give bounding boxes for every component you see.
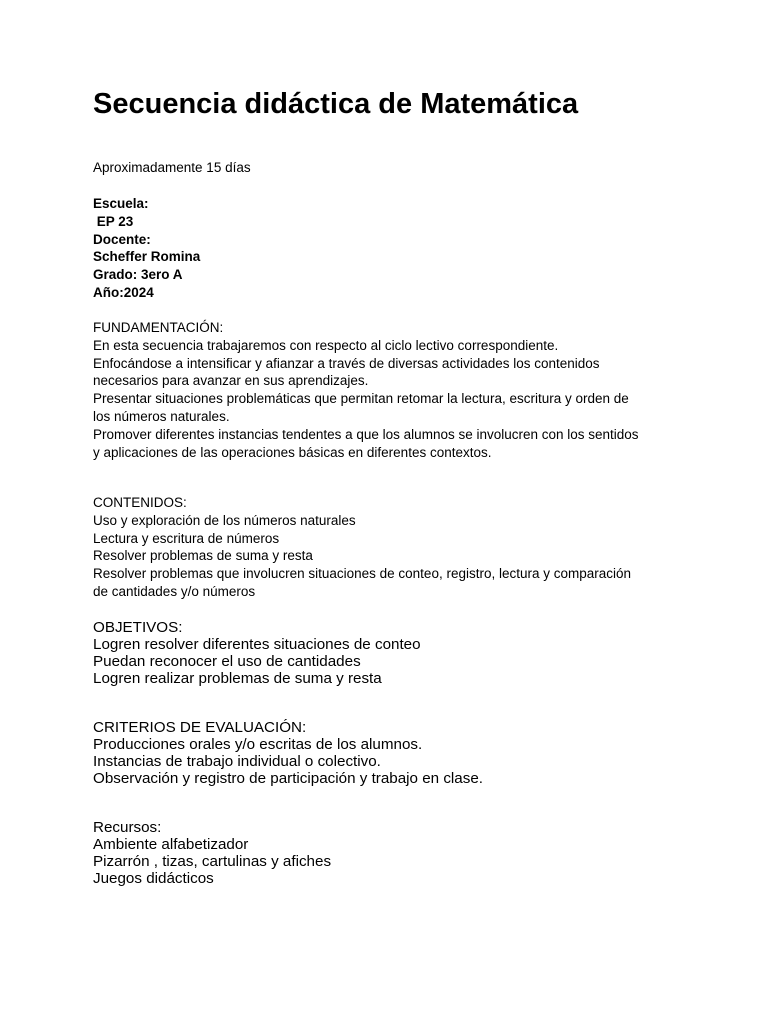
paragraph-line: Presentar situaciones problemáticas que permitan retomar la lectura, escritura y orden de — [93, 391, 629, 407]
criterios-section — [93, 720, 683, 788]
list-item: Lectura y escritura de números — [93, 530, 280, 546]
duration-text: Aproximadamente 15 días — [93, 160, 251, 175]
list-item: Observación y registro de participación y trabajo en clase. — [93, 769, 484, 787]
school-label: Escuela: — [93, 196, 149, 211]
section-heading: FUNDAMENTACIÓN: — [93, 320, 224, 335]
list-item: Ambiente alfabetizador — [93, 835, 249, 853]
contenidos-section — [93, 494, 683, 601]
list-item: Uso y exploración de los números naturales — [93, 512, 356, 528]
list-item: Puedan reconocer el uso de cantidades — [93, 652, 361, 670]
list-item: Juegos didácticos — [93, 869, 214, 887]
paragraph-line: Enfocándose a intensificar y afianzar a través de diversas actividades los contenidos — [93, 355, 600, 371]
school-value: EP 23 — [93, 213, 134, 229]
paragraph-line: En esta secuencia trabajaremos con respecto al ciclo lectivo correspondiente. — [93, 337, 559, 353]
identity-section — [93, 195, 683, 302]
list-item: Pizarrón , tizas, cartulinas y afiches — [93, 852, 332, 870]
paragraph-line: Promover diferentes instancias tendentes a que los alumnos se involucren con los sentidos — [93, 426, 639, 442]
section-heading: CONTENIDOS: — [93, 495, 187, 510]
paragraph-line: necesarios para avanzar en sus aprendizajes. — [93, 373, 369, 389]
teacher-value: Scheffer Romina — [93, 249, 201, 265]
paragraph-line: los números naturales. — [93, 408, 230, 424]
section-heading: Recursos: — [93, 819, 162, 836]
year-text: Año:2024 — [93, 284, 154, 300]
list-item: Logren resolver diferentes situaciones de conteo — [93, 635, 421, 653]
fundamentacion-section — [93, 319, 683, 461]
list-item: Resolver problemas que involucren situaciones de conteo, registro, lectura y comparación — [93, 566, 632, 582]
list-item: Producciones orales y/o escritas de los alumnos. — [93, 735, 423, 753]
duration-section — [93, 159, 683, 177]
list-item: de cantidades y/o números — [93, 583, 256, 599]
objetivos-section — [93, 620, 683, 688]
document-title: Secuencia didáctica de Matemática — [93, 88, 579, 120]
recursos-section — [93, 820, 683, 888]
paragraph-line: y aplicaciones de las operaciones básicas en diferentes contextos. — [93, 444, 492, 460]
list-item: Resolver problemas de suma y resta — [93, 548, 313, 564]
list-item: Logren realizar problemas de suma y resta — [93, 669, 382, 687]
teacher-label: Docente: — [93, 231, 151, 247]
section-heading: OBJETIVOS: — [93, 619, 183, 636]
grade-text: Grado: 3ero A — [93, 267, 183, 283]
section-heading: CRITERIOS DE EVALUACIÓN: — [93, 719, 307, 736]
list-item: Instancias de trabajo individual o colectivo. — [93, 752, 381, 770]
